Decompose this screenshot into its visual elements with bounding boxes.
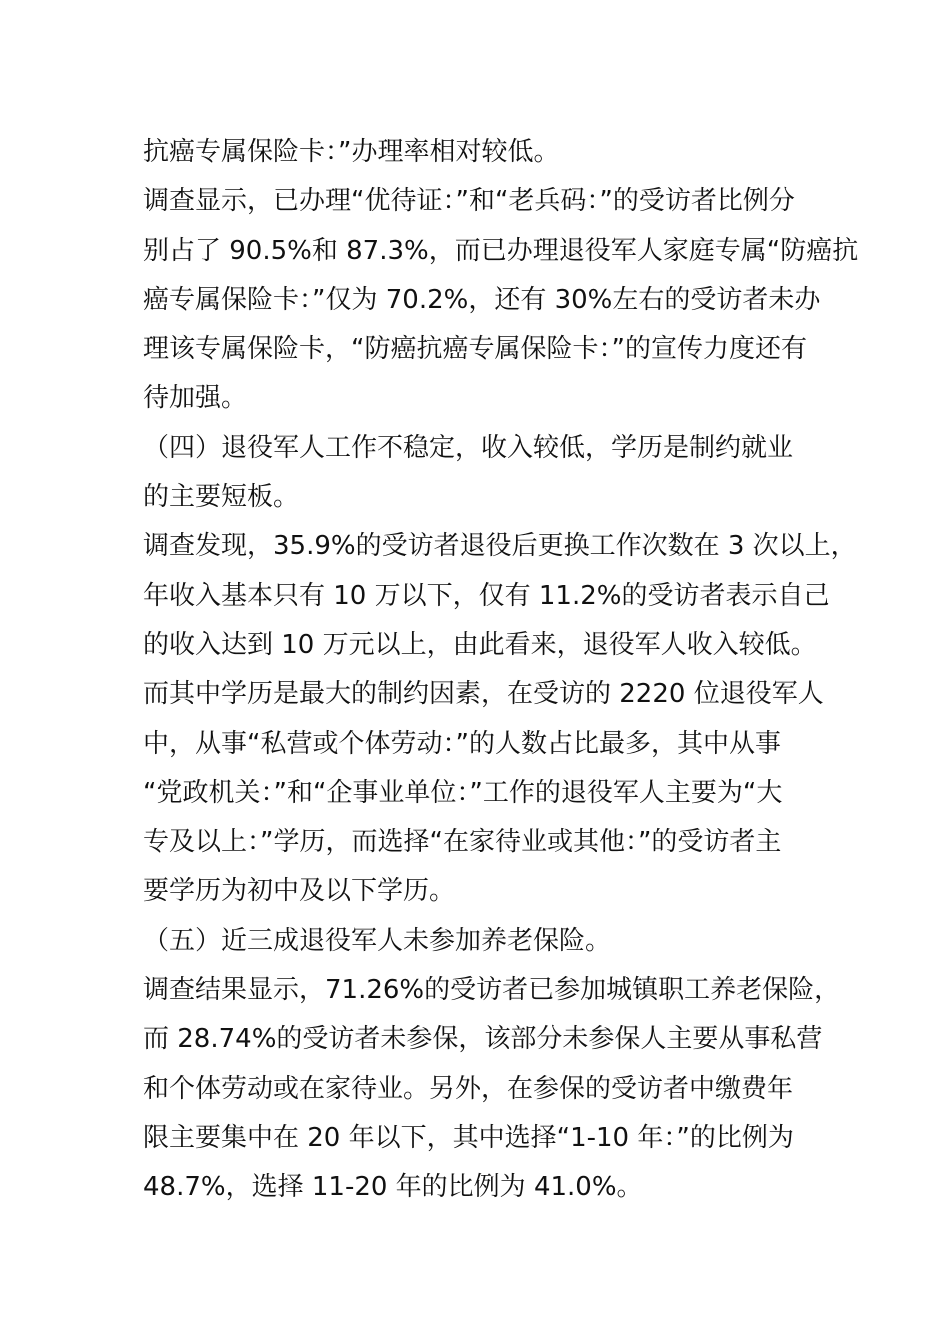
document-body (143, 128, 859, 1213)
text-line: 限主要集中在 20 年以下，其中选择“1-10 年：”的比例为 (143, 1122, 794, 1153)
text-line: 待加强。 (143, 383, 248, 414)
text-line: 而 28.74%的受访者未参保，该部分未参保人主要从事私营 (143, 1024, 823, 1055)
text-line: 调查显示，已办理“优待证：”和“老兵码：”的受访者比例分 (143, 186, 795, 217)
text-line: 中，从事“私营或个体劳动：”的人数占比最多，其中从事 (143, 728, 781, 759)
text-line: 癌专属保险卡：”仅为 70.2%，还有 30%左右的受访者未办 (143, 284, 821, 315)
text-line: 和个体劳动或在家待业。另外，在参保的受访者中缴费年 (143, 1073, 794, 1104)
text-line: 年收入基本只有 10 万以下，仅有 11.2%的受访者表示自己 (143, 580, 830, 611)
text-line: 而其中学历是最大的制约因素，在受访的 2220 位退役军人 (143, 679, 824, 710)
section-heading: （五）近三成退役军人未参加养老保险。 (143, 925, 612, 956)
text-line: 要学历为初中及以下学历。 (143, 876, 456, 907)
text-line: 专及以上：”学历，而选择“在家待业或其他：”的受访者主 (143, 827, 782, 858)
text-line: “党政机关：”和“企事业单位：”工作的退役军人主要为“大 (143, 777, 783, 808)
text-line: 抗癌专属保险卡：”办理率相对较低。 (143, 137, 560, 167)
text-line: 理该专属保险卡，“防癌抗癌专属保险卡：”的宣传力度还有 (143, 334, 807, 365)
text-line: 的收入达到 10 万元以上，由此看来，退役军人收入较低。 (143, 629, 817, 660)
text-line: 别占了 90.5%和 87.3%，而已办理退役军人家庭专属“防癌抗 (143, 235, 859, 266)
text-line: 48.7%，选择 11-20 年的比例为 41.0%。 (143, 1172, 643, 1203)
text-line: 调查结果显示，71.26%的受访者已参加城镇职工养老保险， (143, 975, 841, 1006)
section-heading: （四）退役军人工作不稳定，收入较低，学历是制约就业 (143, 432, 794, 463)
section-heading: 的主要短板。 (143, 482, 300, 513)
text-line: 调查发现，35.9%的受访者退役后更换工作次数在 3 次以上， (143, 531, 857, 562)
